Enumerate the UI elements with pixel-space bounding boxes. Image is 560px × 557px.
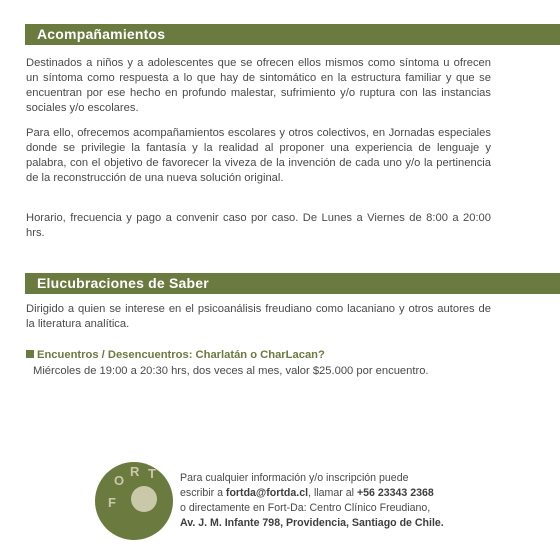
section-header-acompanamientos: Acompañamientos [25,24,560,45]
acompanamientos-paragraph-2: Para ello, ofrecemos acompañamientos escolares y otros colectivos, en Jornadas especiales donde se privilegie la fantasía y la realidad al proponer una experiencia de lenguaje y palabra, con el objetivo de favorecer la viveza de la invención de cada uno y/o la pertinencia de la reconstrucción de una nueva solución original. [26,127,491,184]
fort-da-logo [94,461,174,541]
logo-letter-r: R [130,464,140,479]
contact-info [180,471,444,531]
contact-phone: +56 23343 2368 [356,487,434,499]
contact-line-2: escribir a fortda@fortda.cl, llamar al +56 23343 2368 [180,487,434,499]
square-bullet-icon [26,350,34,358]
logo-inner-circle [131,486,157,512]
contact-line-3: o directamente en Fort-Da: Centro Clínico Freudiano, [180,502,431,514]
acompanamientos-schedule: Horario, frecuencia y pago a convenir caso por caso. De Lunes a Viernes de 8:00 a 20:00 hrs. [26,212,491,239]
encuentros-item-text: Miércoles de 19:00 a 20:30 hrs, dos veces al mes, valor $25.000 por encuentro. [33,365,429,377]
logo-letter-a: A [152,512,161,526]
acompanamientos-paragraph-1: Destinados a niños y a adolescentes que se ofrecen ellos mismos como síntoma u ofrecen un síntoma como respuesta a lo que hay de sintomático en la estructura familiar y que se encuentran por ese hecho en profundo malestar, sufrimiento y/o ruptura con las instancias sociales y/o escolares. [26,57,491,114]
contact-address: Av. J. M. Infante 798, Providencia, Santiago de Chile. [180,517,444,529]
logo-letter-o: O [114,473,125,488]
contact-email-link[interactable]: fortda@fortda.cl [225,487,309,499]
section-header-elucubraciones: Elucubraciones de Saber [25,273,560,294]
logo-letter-d: D [142,517,151,531]
logo-letter-f: F [108,495,116,510]
encuentros-item-title: Encuentros / Desencuentros: Charlatán o CharLacan? [26,349,325,361]
contact-line-1: Para cualquier información y/o inscripción puede [180,472,409,484]
logo-letter-t: T [148,466,156,481]
elucubraciones-paragraph: Dirigido a quien se interese en el psicoanálisis freudiano como lacaniano y otros autores de la literatura analítica. [26,303,491,330]
